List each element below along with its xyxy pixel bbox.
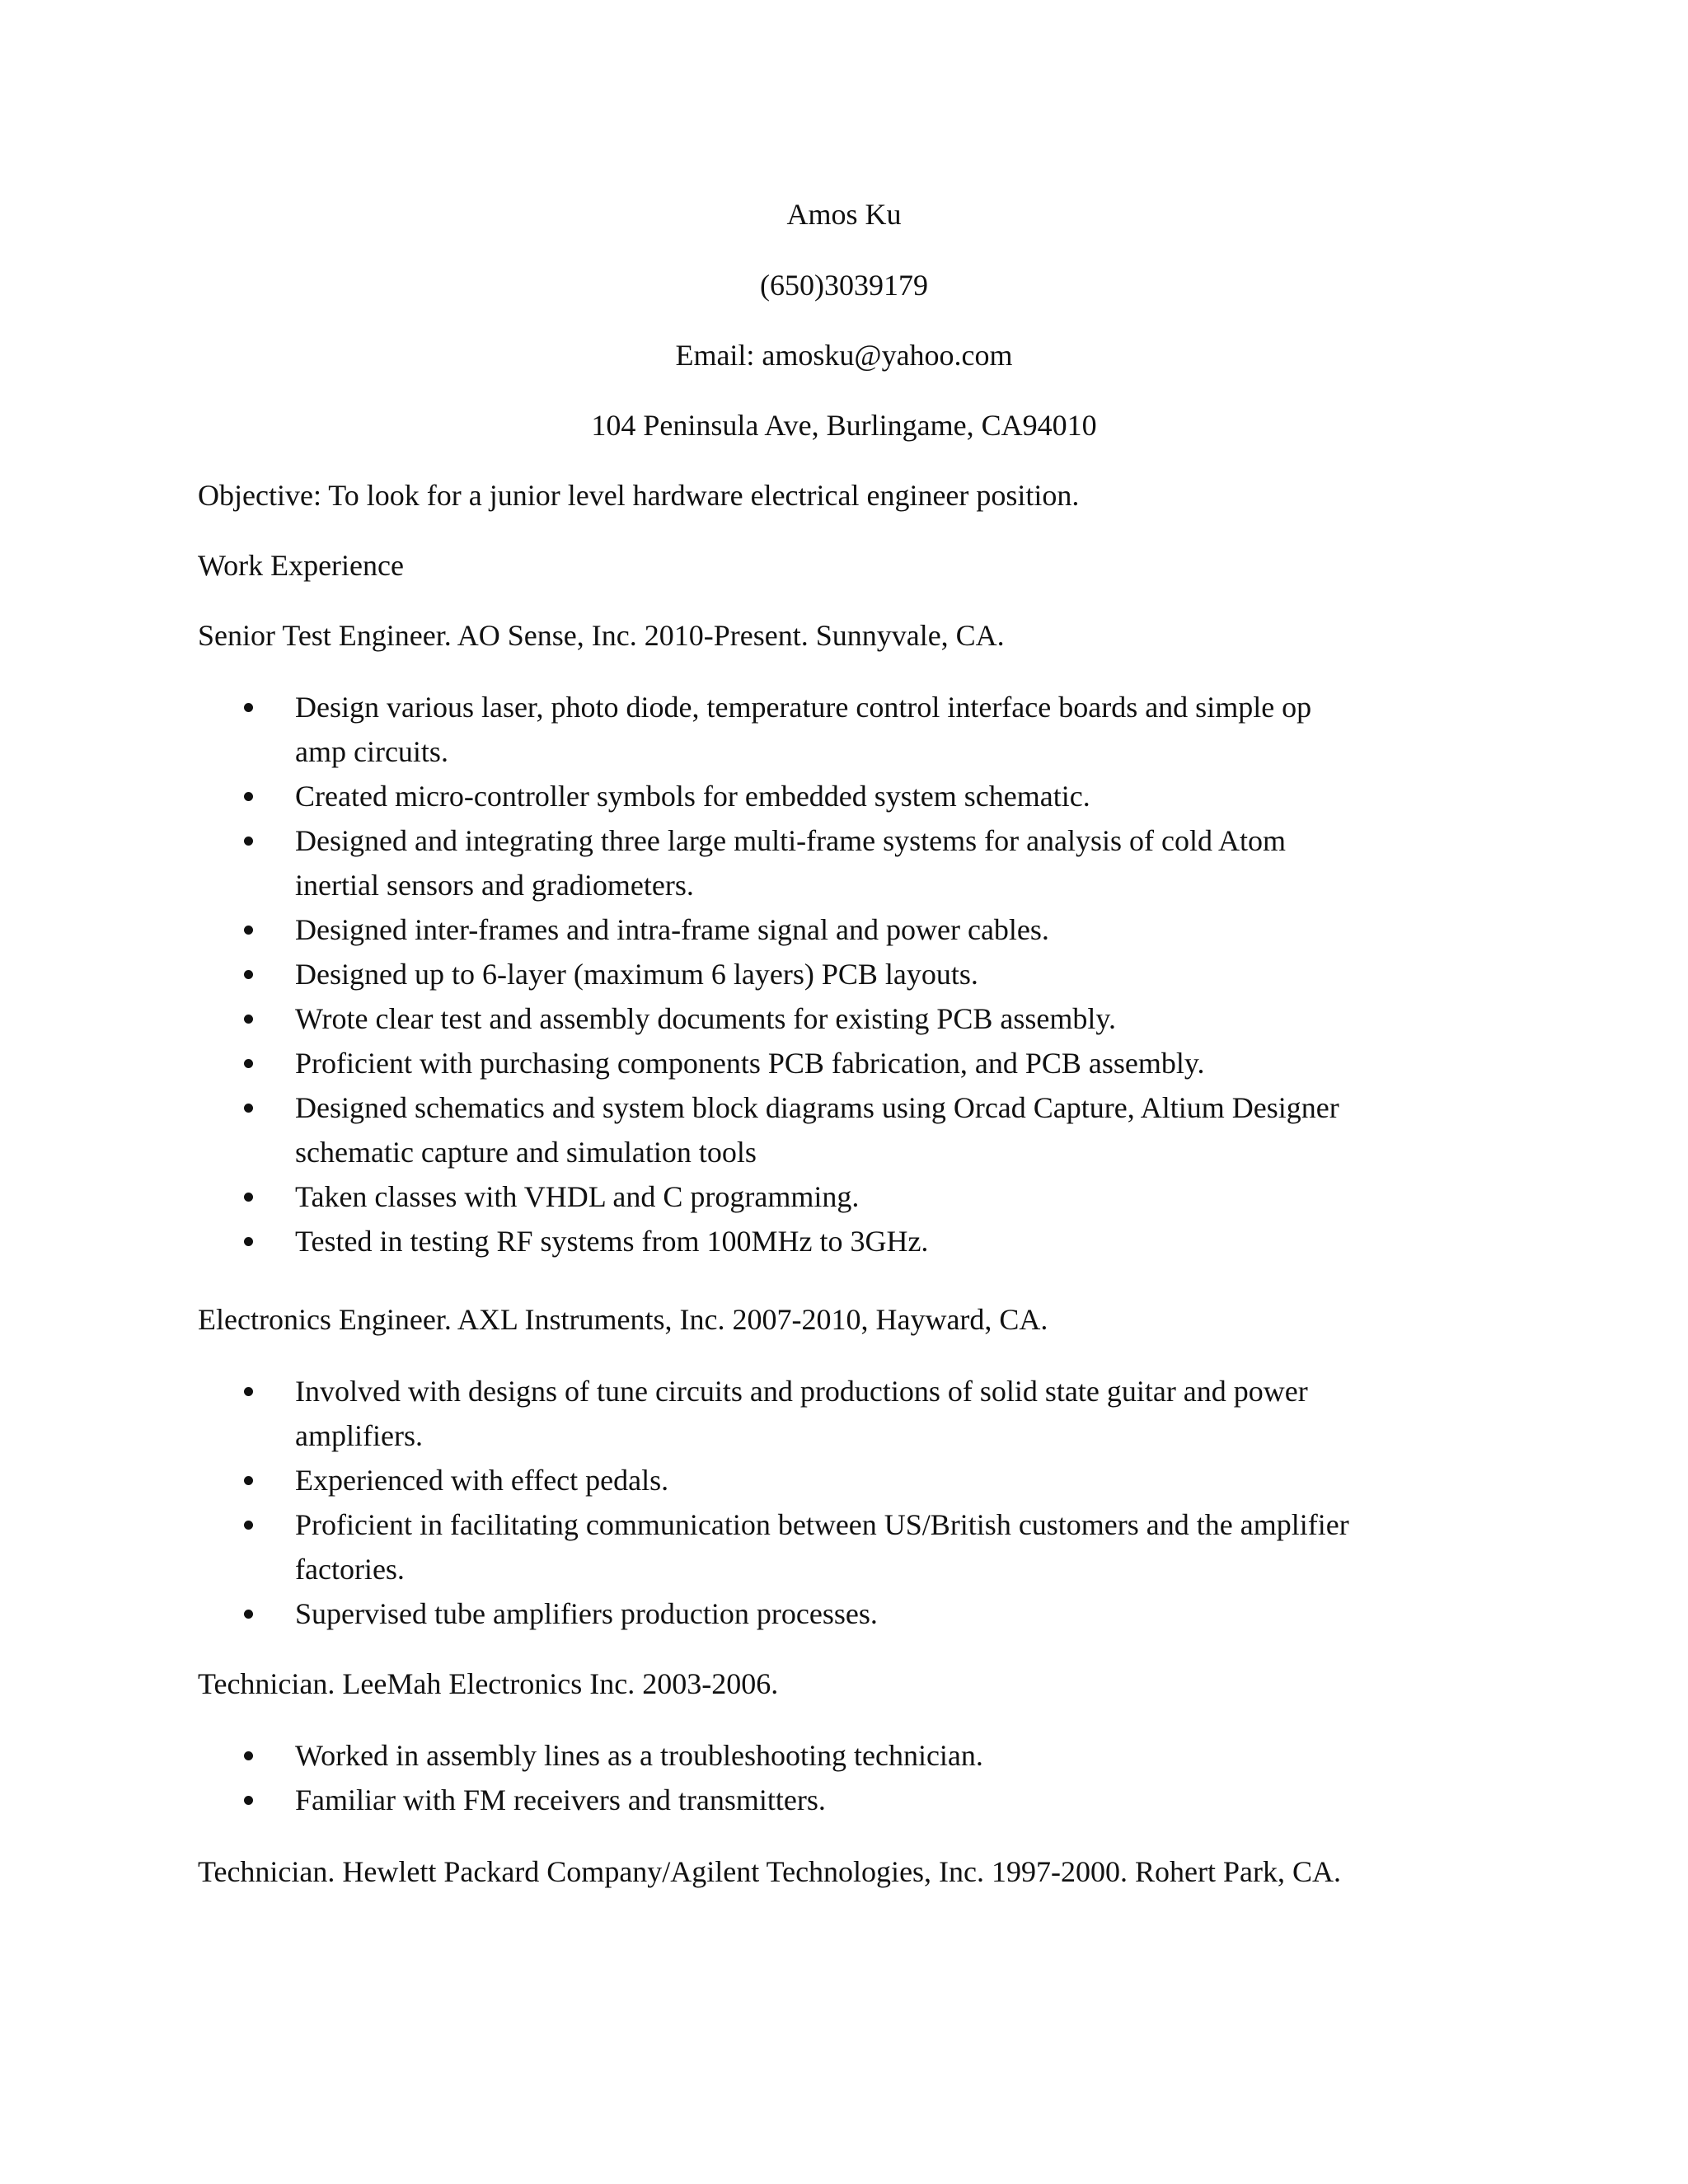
candidate-name: Amos Ku bbox=[786, 198, 902, 231]
bullet-icon bbox=[244, 1476, 253, 1485]
list-item: Supervised tube amplifiers production processes. bbox=[198, 1591, 1484, 1636]
bullet-icon bbox=[244, 1015, 253, 1024]
list-item: Involved with designs of tune circuits and productions of solid state guitar and power amplifiers. bbox=[198, 1369, 1484, 1458]
list-item: Proficient in facilitating communication between US/British customers and the amplifier factories. bbox=[198, 1502, 1484, 1591]
job-bullets bbox=[198, 685, 1484, 1263]
list-item: Created micro-controller symbols for embedded system schematic. bbox=[198, 774, 1484, 818]
address-line: 104 Peninsula Ave, Burlingame, CA94010 bbox=[591, 409, 1097, 442]
job-title: Senior Test Engineer. AO Sense, Inc. 2010-Present. Sunnyvale, CA. bbox=[198, 619, 1005, 652]
bullet-icon bbox=[244, 926, 253, 935]
bullet-icon bbox=[244, 1387, 253, 1396]
list-item: Taken classes with VHDL and C programming. bbox=[198, 1174, 1484, 1219]
list-item: Proficient with purchasing components PCB fabrication, and PCB assembly. bbox=[198, 1041, 1484, 1085]
list-item: Worked in assembly lines as a troubleshooting technician. bbox=[198, 1733, 1484, 1778]
list-item: Design various laser, photo diode, temperature control interface boards and simple op amp circuits. bbox=[198, 685, 1484, 774]
bullet-icon bbox=[244, 837, 253, 846]
list-item: Experienced with effect pedals. bbox=[198, 1458, 1484, 1502]
bullet-icon bbox=[244, 1237, 253, 1246]
list-item: Designed up to 6-layer (maximum 6 layers) PCB layouts. bbox=[198, 952, 1484, 996]
list-item: Tested in testing RF systems from 100MHz to 3GHz. bbox=[198, 1219, 1484, 1263]
job-bullets bbox=[198, 1733, 1484, 1822]
bullet-icon bbox=[244, 970, 253, 979]
bullet-icon bbox=[244, 1796, 253, 1805]
list-item: Designed schematics and system block diagrams using Orcad Capture, Altium Designer schematic capture and simulation tools bbox=[198, 1085, 1484, 1174]
bullet-icon bbox=[244, 1610, 253, 1619]
list-item: Designed and integrating three large multi-frame systems for analysis of cold Atom inertial sensors and gradiometers. bbox=[198, 818, 1484, 907]
job-title: Electronics Engineer. AXL Instruments, Inc. 2007-2010, Hayward, CA. bbox=[198, 1303, 1048, 1336]
job-bullets bbox=[198, 1369, 1484, 1636]
job-title: Technician. Hewlett Packard Company/Agilent Technologies, Inc. 1997-2000. Rohert Park, CA. bbox=[198, 1855, 1341, 1888]
bullet-icon bbox=[244, 703, 253, 712]
bullet-icon bbox=[244, 1104, 253, 1113]
bullet-icon bbox=[244, 1059, 253, 1068]
bullet-icon bbox=[244, 1193, 253, 1202]
bullet-icon bbox=[244, 792, 253, 801]
list-item: Wrote clear test and assembly documents for existing PCB assembly. bbox=[198, 996, 1484, 1041]
phone-number: (650)3039179 bbox=[760, 269, 928, 302]
section-title-work-experience: Work Experience bbox=[198, 549, 404, 582]
list-item: Familiar with FM receivers and transmitters. bbox=[198, 1778, 1484, 1822]
email-line: Email: amosku@yahoo.com bbox=[675, 339, 1013, 372]
objective: Objective: To look for a junior level hardware electrical engineer position. bbox=[198, 479, 1080, 512]
bullet-icon bbox=[244, 1521, 253, 1530]
list-item: Designed inter-frames and intra-frame signal and power cables. bbox=[198, 907, 1484, 952]
job-title: Technician. LeeMah Electronics Inc. 2003-2006. bbox=[198, 1667, 779, 1700]
bullet-icon bbox=[244, 1751, 253, 1760]
